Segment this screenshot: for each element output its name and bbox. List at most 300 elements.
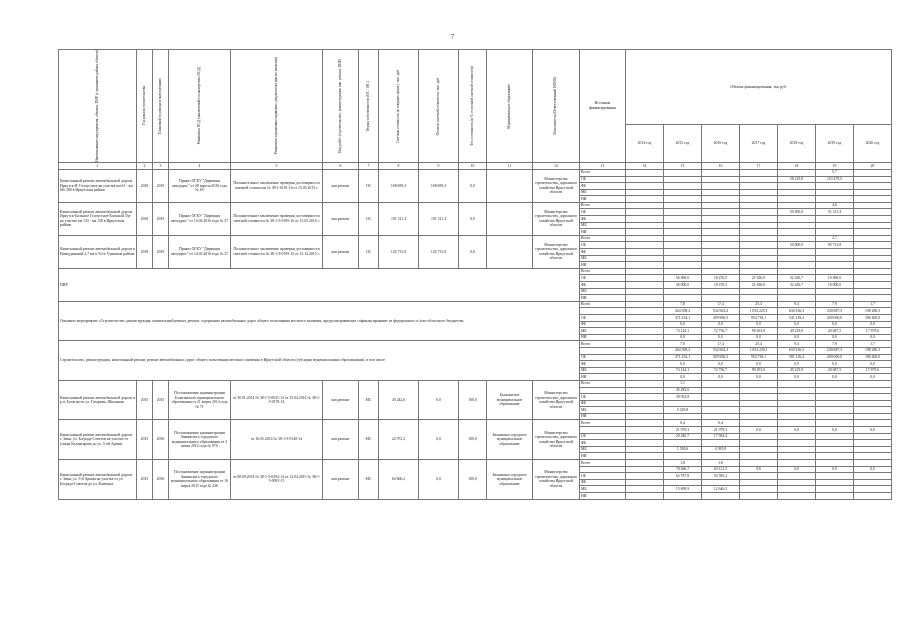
npa-details: от 08.09.2014 № 38-1-5-0292-14 от 14.04.2015 № 38-1-5-0091-15	[231, 460, 323, 500]
funding-value	[626, 235, 664, 242]
column-number: 9	[419, 162, 459, 169]
funding-value	[626, 367, 664, 374]
funding-value: 1,8	[664, 460, 702, 467]
funding-value: 0,0	[854, 334, 892, 341]
funding-value: 39 952,8	[664, 394, 702, 401]
funding-source: Всего	[580, 169, 626, 176]
funding-value	[626, 288, 664, 295]
funding-value	[740, 380, 778, 387]
funding-source: МБ	[580, 446, 626, 453]
column-number: 17	[740, 162, 778, 169]
funding-source	[580, 466, 626, 473]
funding-value	[626, 354, 664, 361]
funding-value	[740, 222, 778, 229]
funding-value: 5,7	[816, 169, 854, 176]
funding-value	[702, 407, 740, 414]
funding-value: 0,0	[664, 374, 702, 381]
funding-value	[626, 229, 664, 236]
work-type: кап.ремонт	[323, 235, 359, 268]
funding-source: ФБ	[580, 400, 626, 407]
funding-value: 0,0	[816, 361, 854, 368]
funding-value	[664, 196, 702, 203]
funding-value	[816, 183, 854, 190]
header-executor: Исполнитель (Ответственный ИОГВ)	[533, 50, 580, 163]
funding-source: ФБ	[580, 440, 626, 447]
funding-value	[626, 407, 664, 414]
funding-value	[854, 222, 892, 229]
funding-value: 7,8	[664, 301, 702, 308]
funding-value	[816, 387, 854, 394]
funding-value: 541 118,4	[778, 314, 816, 321]
funding-value: 18 476,5	[702, 282, 740, 289]
funding-value: 0,0	[816, 427, 854, 434]
funding-value	[626, 262, 664, 269]
funding-value: 9,4	[778, 301, 816, 308]
funding-value: 15 699,9	[664, 486, 702, 493]
funding-source: Всего	[580, 268, 626, 275]
funding-value	[626, 301, 664, 308]
funding-value	[702, 183, 740, 190]
funding-value	[664, 400, 702, 407]
funding-value	[740, 400, 778, 407]
funding-value	[854, 493, 892, 500]
funding-source: ФБ	[580, 216, 626, 223]
funding-value: 51 311,4	[816, 209, 854, 216]
funding-value	[740, 440, 778, 447]
funding-value: 74 144,1	[664, 328, 702, 335]
funding-value: 2,7	[816, 235, 854, 242]
funding-value	[626, 413, 664, 420]
object-name: Капитальный ремонт автомобильной дороги г. Зима, ул. 5-й Армии на участке от ул. Бограда-Советов до ул. Коммуна	[59, 460, 137, 500]
remaining-cost: 145 731,8	[419, 235, 459, 268]
funding-source	[580, 347, 626, 354]
funding-value	[626, 440, 664, 447]
funding-value: 0,0	[854, 466, 892, 473]
object-name: Капитальный ремонт автомобильной дороги в Новоудинский 2,7 км в Усть-Удинском районе	[59, 235, 137, 268]
funding-value: 0,0	[778, 321, 816, 328]
funding-value	[664, 413, 702, 420]
funding-value	[626, 308, 664, 315]
funding-value	[626, 183, 664, 190]
funding-value	[664, 216, 702, 223]
funding-value	[778, 440, 816, 447]
funding-value	[816, 460, 854, 467]
header-start-year: Год начала строительства	[137, 50, 153, 163]
funding-value	[626, 453, 664, 460]
header-row	[59, 50, 892, 125]
funding-value	[702, 169, 740, 176]
funding-source: ФБ	[580, 183, 626, 190]
funding-source: НИ	[580, 413, 626, 420]
funding-value	[626, 334, 664, 341]
funding-value: 444 398,2	[664, 308, 702, 315]
column-number: 18	[778, 162, 816, 169]
funding-value: 0,0	[816, 466, 854, 473]
funding-value	[702, 400, 740, 407]
header-financing: Объемы финансирования, тыс.руб.	[626, 50, 892, 125]
funding-value	[740, 433, 778, 440]
ownership: МС	[359, 380, 379, 420]
funding-value: 56 000,0	[664, 275, 702, 282]
funding-value	[626, 420, 664, 427]
funding-value	[626, 249, 664, 256]
funding-value	[664, 453, 702, 460]
funding-value: 1,7	[854, 341, 892, 348]
funding-value	[778, 216, 816, 223]
table-row	[59, 380, 892, 387]
funding-value	[702, 262, 740, 269]
funding-value	[854, 413, 892, 420]
table-row	[59, 235, 892, 242]
funding-value: 0,0	[816, 321, 854, 328]
funding-value	[816, 394, 854, 401]
readiness: 0,0	[459, 235, 487, 268]
funding-value	[816, 288, 854, 295]
funding-value: 180 400,0	[854, 314, 892, 321]
funding-value	[626, 209, 664, 216]
funding-value	[854, 453, 892, 460]
funding-value	[816, 433, 854, 440]
funding-value: 954 738,1	[740, 314, 778, 321]
ownership: МС	[359, 460, 379, 500]
funding-value	[702, 394, 740, 401]
funding-value	[664, 255, 702, 262]
funding-value: 78 466,7	[664, 466, 702, 473]
funding-value	[740, 262, 778, 269]
funding-value	[740, 460, 778, 467]
funding-value: 1,8	[702, 460, 740, 467]
executor: Министерство строительства, дорожного хозяйства Иркутской области	[533, 420, 580, 460]
financing-table	[58, 49, 892, 500]
work-type: кап.ремонт	[323, 380, 359, 420]
funding-value	[778, 255, 816, 262]
funding-value	[664, 262, 702, 269]
funding-value	[702, 387, 740, 394]
funding-value: 532 663,2	[702, 347, 740, 354]
funding-value	[664, 242, 702, 249]
funding-value	[778, 380, 816, 387]
funding-value	[626, 374, 664, 381]
funding-value	[816, 196, 854, 203]
funding-source: НИ	[580, 196, 626, 203]
funding-value	[778, 413, 816, 420]
funding-value: 50 000,0	[778, 209, 816, 216]
work-type: кап.ремонт	[323, 460, 359, 500]
funding-value: 1,7	[854, 301, 892, 308]
funding-value	[854, 394, 892, 401]
psd-details: Постановление администрации Зиминского городского муниципального образования от 16 марта 2015 года № 436	[169, 460, 231, 500]
start-year: 2015	[137, 460, 153, 500]
funding-value: 0,4	[664, 420, 702, 427]
funding-value: 459 906,5	[702, 314, 740, 321]
funding-value: 5 329,8	[664, 407, 702, 414]
ownership: МС	[359, 420, 379, 460]
funding-value	[778, 288, 816, 295]
column-number: 4	[169, 162, 231, 169]
funding-value	[778, 433, 816, 440]
funding-value	[854, 400, 892, 407]
funding-value	[702, 229, 740, 236]
column-number: 6	[323, 162, 359, 169]
funding-value	[626, 387, 664, 394]
column-number: 5	[231, 162, 323, 169]
funding-source: МБ	[580, 407, 626, 414]
funding-value: 200 000,0	[816, 354, 854, 361]
funding-source: ФБ	[580, 361, 626, 368]
funding-value	[626, 479, 664, 486]
funding-value	[626, 216, 664, 223]
funding-value	[626, 295, 664, 302]
funding-value	[740, 209, 778, 216]
funding-value: 21 979,3	[664, 427, 702, 434]
funding-value	[626, 433, 664, 440]
funding-value: 0,0	[740, 334, 778, 341]
funding-value	[702, 216, 740, 223]
executor: Министерство строительства, дорожного хозяйства Иркутской области	[533, 380, 580, 420]
funding-value	[740, 169, 778, 176]
funding-value	[664, 479, 702, 486]
funding-value	[778, 229, 816, 236]
table-row	[59, 202, 892, 209]
section-subsidies: Строительство, реконструкция, капитальный ремонт, ремонт автомобильных дорог общего пользования местного значения в Иркутской области (субсидии муниципальным образованиям), в том числе	[59, 341, 580, 381]
funding-value	[626, 380, 664, 387]
funding-value	[626, 486, 664, 493]
funding-value	[702, 479, 740, 486]
funding-value	[740, 420, 778, 427]
funding-value	[626, 347, 664, 354]
funding-value: 9,6	[740, 466, 778, 473]
readiness: 100,0	[459, 460, 487, 500]
funding-value	[740, 189, 778, 196]
funding-value	[854, 275, 892, 282]
funding-value	[740, 288, 778, 295]
readiness: 0,0	[459, 169, 487, 202]
funding-value: 0,0	[816, 374, 854, 381]
remaining-cost: 168 699,3	[419, 169, 459, 202]
funding-source: ОБ	[580, 275, 626, 282]
funding-value	[778, 420, 816, 427]
funding-value	[702, 202, 740, 209]
funding-value	[778, 169, 816, 176]
funding-value	[816, 400, 854, 407]
funding-value	[854, 229, 892, 236]
funding-value: 0,0	[854, 361, 892, 368]
start-year: 2018	[137, 169, 153, 202]
funding-value	[816, 216, 854, 223]
funding-value: 25,4	[740, 341, 778, 348]
funding-value: 58 219,8	[778, 176, 816, 183]
readiness: 100,0	[459, 380, 487, 420]
funding-value	[626, 222, 664, 229]
funding-value: 17 879,6	[854, 367, 892, 374]
funding-value: 32 436,7	[778, 282, 816, 289]
funding-value: 0,0	[854, 427, 892, 434]
funding-value: 62 787,8	[664, 473, 702, 480]
funding-value	[740, 268, 778, 275]
funding-value: 17,4	[702, 341, 740, 348]
funding-value: 630 336,3	[778, 347, 816, 354]
funding-value	[854, 169, 892, 176]
funding-value: 230 687,5	[816, 347, 854, 354]
npa-details: Положительное заключение проверки достоверности сметной стоимости № 38-1-5-0185-16 от 15.03.2016 г.	[231, 202, 323, 235]
funding-value: 1,1	[664, 380, 702, 387]
funding-value: 0,0	[740, 427, 778, 434]
funding-source: МБ	[580, 288, 626, 295]
funding-value	[778, 235, 816, 242]
funding-value	[854, 387, 892, 394]
funding-source: ОБ	[580, 209, 626, 216]
npa-details: от 30.01.2014 № 38-1-5-0031-14 от 15.04.2014 № 38-1-5-0178-14	[231, 380, 323, 420]
funding-value: 198 286,5	[854, 308, 892, 315]
estimated-cost: 22 972,2	[379, 420, 419, 460]
executor: Министерство строительства, дорожного хозяйства Иркутской области	[533, 202, 580, 235]
funding-value: 20 440,7	[664, 433, 702, 440]
funding-value	[664, 295, 702, 302]
funding-value	[778, 473, 816, 480]
remaining-cost: 101 311,4	[419, 202, 459, 235]
work-type: кап.ремонт	[323, 169, 359, 202]
funding-value	[626, 473, 664, 480]
funding-source: ОБ	[580, 242, 626, 249]
readiness: 0,0	[459, 202, 487, 235]
funding-value	[854, 380, 892, 387]
funding-value	[702, 249, 740, 256]
funding-value	[778, 202, 816, 209]
funding-value	[778, 394, 816, 401]
funding-value	[664, 183, 702, 190]
funding-source: ОБ	[580, 473, 626, 480]
funding-value	[664, 288, 702, 295]
funding-source: МБ	[580, 255, 626, 262]
funding-value	[816, 268, 854, 275]
funding-source: Всего	[580, 420, 626, 427]
funding-value	[740, 255, 778, 262]
funding-value: 50 000,0	[778, 242, 816, 249]
work-type: кап.ремонт	[323, 202, 359, 235]
year-header: 2019 год	[816, 125, 854, 163]
funding-value	[854, 249, 892, 256]
funding-value: 0,0	[778, 334, 816, 341]
funding-value	[854, 202, 892, 209]
year-header: 2018 год	[778, 125, 816, 163]
funding-value	[664, 189, 702, 196]
funding-value	[664, 222, 702, 229]
funding-value	[740, 216, 778, 223]
funding-value: 4,6	[816, 202, 854, 209]
header-ownership: Форма собственности (ОС / МС)	[359, 50, 379, 163]
funding-value	[626, 493, 664, 500]
column-number: 14	[626, 162, 664, 169]
funding-value: 0,0	[816, 334, 854, 341]
funding-value	[740, 453, 778, 460]
npa-details: Положительное заключение проверки достоверности сметной стоимости № 38-1-5-0195-15 от 21.12.2015 г.	[231, 235, 323, 268]
funding-value: 459 906,5	[702, 354, 740, 361]
funding-value: 7,8	[664, 341, 702, 348]
funding-value	[778, 479, 816, 486]
estimated-cost: 101 311,4	[379, 202, 419, 235]
header-rest: Остаток сметной стоимости, тыс. руб.	[419, 50, 459, 163]
column-number: 7	[359, 162, 379, 169]
funding-value	[626, 196, 664, 203]
funding-value	[816, 407, 854, 414]
funding-source: МБ	[580, 328, 626, 335]
funding-value: 9,4	[778, 341, 816, 348]
funding-value: 0,0	[778, 466, 816, 473]
funding-value	[816, 420, 854, 427]
funding-value	[664, 249, 702, 256]
funding-value: 25,4	[740, 301, 778, 308]
funding-value: 7,9	[816, 341, 854, 348]
funding-value	[740, 473, 778, 480]
funding-value	[854, 446, 892, 453]
funding-value	[816, 229, 854, 236]
npa-details: Положительное заключение проверки достоверности сметной стоимости № 38-1-0181-16 от 15.05.2015 г.	[231, 169, 323, 202]
header-readiness: Тех. готовность (в % от полной сметной стоимости)	[459, 50, 487, 163]
funding-value: 0,0	[740, 321, 778, 328]
column-numbers-row	[59, 162, 892, 169]
funding-value	[854, 407, 892, 414]
year-header: 2017 год	[740, 125, 778, 163]
table-row	[59, 301, 892, 308]
column-number: 13	[580, 162, 626, 169]
funding-value	[778, 183, 816, 190]
funding-value	[626, 282, 664, 289]
funding-source: МБ	[580, 486, 626, 493]
funding-source: НИ	[580, 453, 626, 460]
funding-source: НИ	[580, 334, 626, 341]
ownership: ОС	[359, 235, 379, 268]
funding-value	[740, 479, 778, 486]
funding-source: МБ	[580, 222, 626, 229]
section-main-activity: Основное мероприятие «Строительство, реконструкция, капитальный ремонт, ремонт, содержание автомобильных дорог общего пользования местного значения, предусматривающее софинансирование из федерального и /или областного бюджетов»	[59, 301, 580, 341]
funding-value	[740, 407, 778, 414]
funding-value	[626, 446, 664, 453]
funding-value: 954 738,1	[740, 354, 778, 361]
header-npa: Реквизиты нормативно-правовых документов (при их наличии)	[231, 50, 323, 163]
psd-details: Приказ ОГКУ "Дирекция автодорог" от 28 апреля 2016 года № 65	[169, 169, 231, 202]
year-header: 2020 год	[854, 125, 892, 163]
funding-value	[702, 295, 740, 302]
funding-value: 0,0	[778, 374, 816, 381]
funding-value: 21 630,0	[740, 282, 778, 289]
remaining-cost: 0,0	[419, 460, 459, 500]
funding-value	[626, 321, 664, 328]
funding-value	[854, 440, 892, 447]
funding-value: 17,4	[702, 301, 740, 308]
funding-value: 0,0	[702, 361, 740, 368]
funding-source: ФБ	[580, 249, 626, 256]
column-number: 16	[702, 162, 740, 169]
object-name: Капитальный ремонт автомобильной дороги Иркутск-Большое Голоустное-Большой Луг на участке км 133 - км 138 в Иркутском районе	[59, 202, 137, 235]
funding-source: Всего	[580, 301, 626, 308]
funding-value	[778, 486, 816, 493]
funding-value	[740, 493, 778, 500]
funding-value: 21 979,3	[702, 427, 740, 434]
municipality: Зиминское городское муниципальное образование	[487, 460, 533, 500]
funding-value	[816, 295, 854, 302]
funding-value: 20 687,5	[816, 328, 854, 335]
funding-value	[816, 473, 854, 480]
object-name: Капитальный ремонт автомобильной дороги в р.п. Балаган по ул. Гагарина, Школьная	[59, 380, 137, 420]
start-year: 2018	[137, 235, 153, 268]
column-number: 1	[59, 162, 137, 169]
estimated-cost: 64 666,2	[379, 460, 419, 500]
funding-source: ОБ	[580, 433, 626, 440]
funding-value: 0,0	[664, 321, 702, 328]
funding-value	[816, 440, 854, 447]
funding-value	[702, 413, 740, 420]
end-year: 2016	[153, 460, 169, 500]
